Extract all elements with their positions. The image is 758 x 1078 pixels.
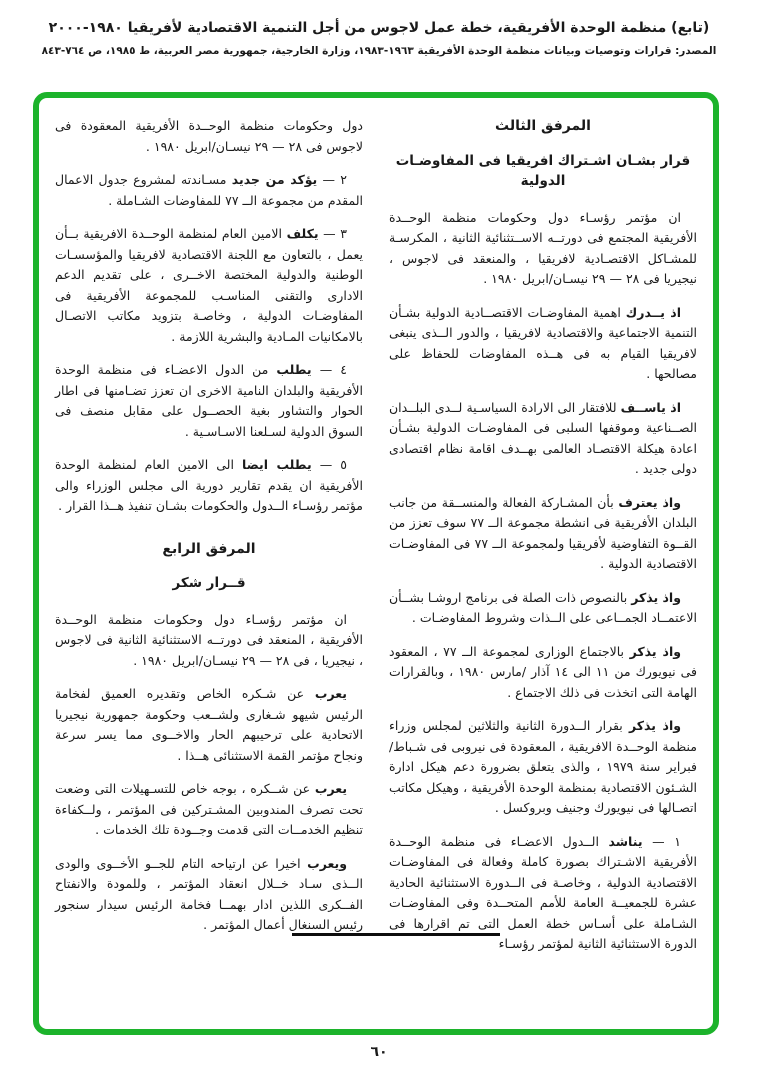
paragraph-number: ٢ —: [317, 172, 348, 187]
paragraph-lead: يكلف: [286, 226, 319, 241]
paragraph: ٣ — يكلف الامين العام لمنظمة الوحــدة الافريقية بــأن يعمل ، بالتعاون مع اللجنة الاقتصادية لافريقيا والمؤسسـات الوطنية والدولية المختصة الاخــرى ، على تقديم الدعم الادارى والتقنى المناسـب للمجموعة الأفريقية فى المفاوضـات الدولية ، وخاصـة بتزويد مكاتب الاتصـال بالامكانيات المـادية والبشرية اللازمة .: [55, 226, 363, 344]
page-header: [28, 20, 730, 57]
paragraph-lead: اذ يــدرك: [625, 304, 681, 320]
paragraph-lead: يناشد: [608, 833, 643, 849]
annex4-subtitle: قــرار شكر: [172, 575, 246, 591]
paragraph: ٥ — يطلب ايضا الى الامين العام لمنظمة الوحدة الأفريقية ان يقدم تقارير دورية الى مجلس الوزراء والى مؤتمر رؤسـاء الــدول والحكومات بشـان تنفيذ هــذا القرار .: [55, 457, 363, 513]
paragraph-number: ٥ —: [311, 457, 347, 472]
paragraph-lead: يعرب: [314, 686, 347, 701]
annex4-paragraphs: [55, 610, 363, 936]
annex4-title: المرفق الرابع: [162, 540, 256, 557]
paragraph: ٢ — يؤكد من جديد مسـاندته لمشروع جدول الاعمال المقدم من مجموعة الــ ٧٧ للمفاوضات الشـاملة .: [55, 172, 363, 208]
paragraph-lead: ويعرب: [307, 855, 347, 871]
content-border-box: [33, 92, 719, 1035]
paragraph-lead: اذ ياســف: [620, 399, 681, 415]
two-column-layout: [55, 116, 697, 1029]
paragraph: اذ يــدرك اهمية المفاوضـات الاقتصــادية الدولية بشـأن التنمية الاجتماعية والاقتصادية لافريقيا ، والدور الــذى ينبغى لافريقيا القيام به فى هــذه المفاوضات للحفاظ على مصالحها .: [389, 304, 697, 381]
paragraph-lead: واذ يعترف: [618, 494, 681, 510]
column-left-annex3-cont-annex4: [55, 116, 363, 1029]
paragraph-lead: يؤكد من جديد: [231, 172, 318, 187]
paragraph-number: ٣ —: [318, 226, 347, 241]
column-right-annex3: [389, 116, 697, 1029]
document-source: المصدر: قرارات وتوصيات وبيانات منظمة الوحدة الأفريقية ١٩٦٣-١٩٨٣، وزارة الخارجية، جمهورية مصر العربية، ط ١٩٨٥، ص ٧٦٤-٨٤٣: [41, 45, 717, 57]
paragraph: واذ يذكر بالاجتماع الوزارى لمجموعة الــ ٧٧ ، المعقود فى نيويورك من ١١ الى ١٤ آذار /مارس ١٩٨٠ ، وبالقرارات الهامة التى اتخذت فى ذلك الاجتماع .: [389, 643, 697, 700]
paragraph: اذ ياســف للافتقار الى الارادة السياسـية لــدى البلــدان الصــناعية وموقفها السلبى فى المفاوضـات الدولية بشـأن اعادة هيكلة الاقتصـاد العالمى بهــدف اقامة نظام اقتصادى دولى جديد .: [389, 399, 697, 476]
paragraph-lead: يطلب: [276, 362, 312, 377]
paragraph: واذ يذكر بالنصوص ذات الصلة فى برنامج اروشـا بشــأن الاعتمــاد الجمــاعى على الــذات وشروط المفاوضـات .: [389, 589, 697, 625]
paragraph: ان مؤتمر رؤسـاء دول وحكومات منظمة الوحــدة الأفريقية ، المنعقد فى دورتــه الاستثنائية الثانية فى لاجوس ، نيجيريا ، فى ٢٨ — ٢٩ نيسـان/ابريل ١٩٨٠ .: [55, 611, 363, 668]
paragraph-number: ١ —: [642, 833, 682, 849]
paragraph: ان مؤتمر رؤسـاء دول وحكومات منظمة الوحــدة الأفريقية المجتمع فى دورتــه الاســتثنائية الثانية ، المكرسـة للمشـاكل الاقتصـادية لافريقيا ، والمنعقد فى لاجوس ، نيجيريا فى ٢٨ — ٢٩ نيسـان/ابريل ١٩٨٠ .: [389, 209, 697, 286]
annex3-title: المرفق الثالث: [495, 118, 591, 134]
annex3-paragraphs: [389, 208, 697, 955]
paragraph: ١ — يناشد الــدول الاعضـاء فى منظمة الوحــدة الأفريقية الاشـتراك بصورة كاملة وفعالة فى المفاوضـات الاقتصادية الدولية ، وخاصـة فى الــدورة الاستثنائية الحادية عشرة للجمعيــة العامة للأمم المتحــدة وفى المفاوضـات الشـاملة على أسـاس خطة العمل التى تم اقرارها فى الدورة الاستثنائية الثانية لمؤتمر رؤسـاء: [389, 833, 697, 951]
paragraph: يعرب عن شـكره الخاص وتقديره العميق لفخامة الرئيس شيهو شـغارى ولشــعب وحكومة جمهورية نيجيريا الاتحادية على ترحيبهم الحار والاخــوى مما يسر سرعة ونجاح مؤتمر القمة الاستثنائى هــذا .: [55, 686, 363, 763]
paragraph: ٤ — يطلب من الدول الاعضـاء فى منظمة الوحدة الأفريقية والبلدان النامية الاخرى ان تعزز تضـامنها فى اطار الحوار والتشاور بغية الحصــول على مقابل منصف فى السوق الدولية لسـلعنا الاسـاسـية .: [55, 362, 363, 439]
paragraph-lead: واذ يذكر: [631, 589, 681, 605]
paragraph-lead: يطلب ايضا: [242, 457, 312, 472]
annex3-continued-paragraphs: [55, 116, 363, 517]
page-footer: [0, 1044, 758, 1060]
paragraph-lead: واذ يذكر: [629, 643, 681, 659]
annex3-subtitle: قرار بشـان اشـتراك افريقيا فى المفاوضـات الدولية: [395, 152, 691, 189]
paragraph: دول وحكومات منظمة الوحــدة الأفريقية المعقودة فى لاجوس فى ٢٨ — ٢٩ نيسـان/ابريل ١٩٨٠ .: [55, 118, 363, 154]
paragraph: واذ يذكر بقرار الــدورة الثانية والثلاثين لمجلس وزراء منظمة الوحــدة الافريقية ، المعقودة فى نيروبى فى شـباط/فبراير سنة ١٩٧٩ ، والذى يتعلق بضرورة دعم هيكل ادارة الشـئون الاقتصادية بمنظمة الوحدة الأفريقية ، وهيكل مكاتب اتصـالها فى نيويورك وجنيف وبروكسل .: [389, 718, 698, 815]
document-title: (تابع) منظمة الوحدة الأفريقية، خطة عمل لاجوس من أجل التنمية الاقتصادية لأفريقيا ١٩٨٠-٢٠٠٠: [48, 20, 710, 36]
page-number: ٦٠: [370, 1044, 388, 1060]
separator-line: [292, 933, 500, 936]
paragraph: يعرب عن شــكره ، بوجه خاص للتسـهيلات التى وضعت تحت تصرف المندوبين المشـتركين فى المؤتمر ، ولــكفاءة تنظيم الخدمــات التى قدمت وجــودة تلك الخدمات .: [55, 781, 363, 837]
paragraph-number: ٤ —: [311, 362, 347, 377]
paragraph: واذ يعترف بأن المشـاركة الفعالة والمنســقة من جانب البلدان الأفريقية فى انشطة مجموعة الــ ٧٧ سوف تعزز من القــوة التفاوضية لأفريقيا ولمجموعة الــ ٧٧ فى المفاوضـات الاقتصادية الدولية .: [389, 494, 698, 571]
paragraph-lead: واذ يذكر: [628, 718, 681, 733]
paragraph: ويعرب اخيرا عن ارتياحه التام للجــو الأخــوى والودى الــذى سـاد خــلال انعقاد المؤتمر ، وللمودة والانفتاح الفــكرى اللذين ادار بهمــا فخامة الرئيس سيدار سنجور رئيس السنغال أعمال المؤتمر .: [55, 855, 363, 932]
paragraph-lead: يعرب: [314, 781, 348, 796]
